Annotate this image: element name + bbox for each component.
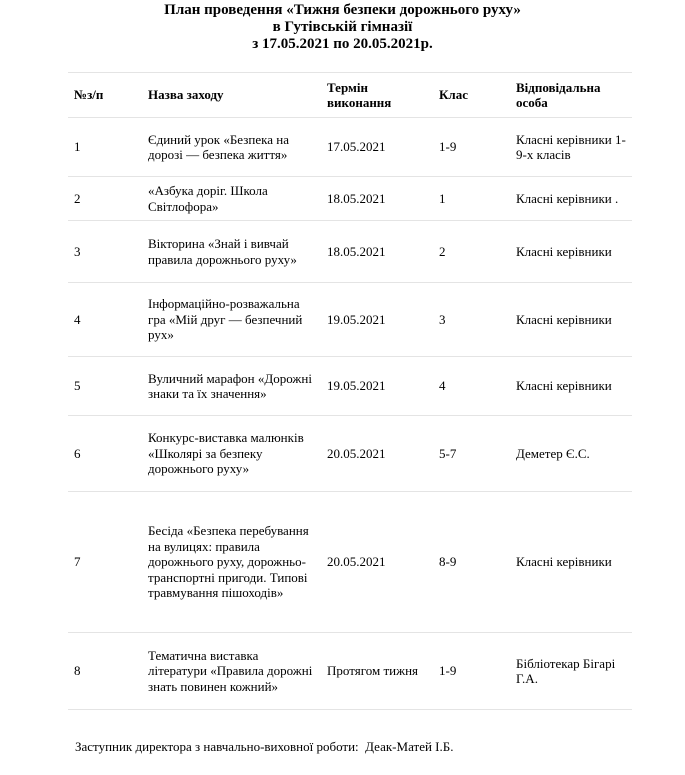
cell-event-name: Конкурс-виставка малюнків «Школярі за безпеку дорожнього руху» — [142, 416, 321, 492]
cell-number: 7 — [68, 492, 142, 633]
header-number: №з/п — [68, 73, 142, 118]
cell-responsible: Класні керівники . — [510, 177, 632, 221]
cell-event-name: Вуличний марафон «Дорожні знаки та їх значення» — [142, 357, 321, 416]
header-responsible: Відповідальна особа — [510, 73, 632, 118]
cell-class: 1 — [433, 177, 510, 221]
cell-event-name: Вікторина «Знай і вивчай правила дорожнього руху» — [142, 221, 321, 283]
cell-deadline: Протягом тижня — [321, 633, 433, 710]
cell-class: 1-9 — [433, 118, 510, 177]
cell-class: 1-9 — [433, 633, 510, 710]
cell-deadline: 20.05.2021 — [321, 492, 433, 633]
title-line-2: в Гутівській гімназії — [272, 19, 413, 35]
table-row — [68, 416, 632, 492]
cell-number: 1 — [68, 118, 142, 177]
title-line-3: з 17.05.2021 по 20.05.2021р. — [252, 36, 433, 52]
document-title — [0, 2, 685, 53]
cell-class: 4 — [433, 357, 510, 416]
cell-event-name: Єдиний урок «Безпека на дорозі — безпека життя» — [142, 118, 321, 177]
cell-class: 8-9 — [433, 492, 510, 633]
cell-event-name: Інформаційно-розважальна гра «Мій друг — безпечний рух» — [142, 283, 321, 357]
cell-responsible: Класні керівники 1-9-х класів — [510, 118, 632, 177]
table-row — [68, 633, 632, 710]
cell-number: 5 — [68, 357, 142, 416]
cell-class: 3 — [433, 283, 510, 357]
table-row — [68, 283, 632, 357]
cell-number: 2 — [68, 177, 142, 221]
cell-number: 6 — [68, 416, 142, 492]
cell-event-name: Тематична виставка літератури «Правила дорожні знать повинен кожний» — [142, 633, 321, 710]
table-row — [68, 357, 632, 416]
table-header-row — [68, 73, 632, 118]
table-row — [68, 177, 632, 221]
cell-deadline: 17.05.2021 — [321, 118, 433, 177]
events-table — [68, 72, 632, 710]
cell-number: 4 — [68, 283, 142, 357]
cell-responsible: Деметер Є.С. — [510, 416, 632, 492]
cell-responsible: Класні керівники — [510, 283, 632, 357]
cell-number: 3 — [68, 221, 142, 283]
table-row — [68, 118, 632, 177]
cell-deadline: 19.05.2021 — [321, 283, 433, 357]
cell-event-name: «Азбука доріг. Школа Світлофора» — [142, 177, 321, 221]
cell-deadline: 19.05.2021 — [321, 357, 433, 416]
cell-deadline: 18.05.2021 — [321, 177, 433, 221]
title-line-1: План проведення «Тижня безпеки дорожнього руху» — [164, 2, 521, 18]
cell-responsible: Класні керівники — [510, 492, 632, 633]
header-class: Клас — [433, 73, 510, 118]
cell-class: 2 — [433, 221, 510, 283]
cell-responsible: Бібліотекар Бігарі Г.А. — [510, 633, 632, 710]
cell-class: 5-7 — [433, 416, 510, 492]
cell-responsible: Класні керівники — [510, 221, 632, 283]
table-row — [68, 492, 632, 633]
cell-deadline: 20.05.2021 — [321, 416, 433, 492]
signature-line: Заступник директора з навчально-виховної роботи: Деак-Матей І.Б. — [75, 739, 454, 754]
cell-responsible: Класні керівники — [510, 357, 632, 416]
cell-deadline: 18.05.2021 — [321, 221, 433, 283]
cell-event-name: Бесіда «Безпека перебування на вулицях: правила дорожнього руху, дорожньо-транспортні пригоди. Типові травмування пішоходів» — [142, 492, 321, 633]
header-deadline: Термін виконання — [321, 73, 433, 118]
cell-number: 8 — [68, 633, 142, 710]
table-row — [68, 221, 632, 283]
header-event-name: Назва заходу — [142, 73, 321, 118]
